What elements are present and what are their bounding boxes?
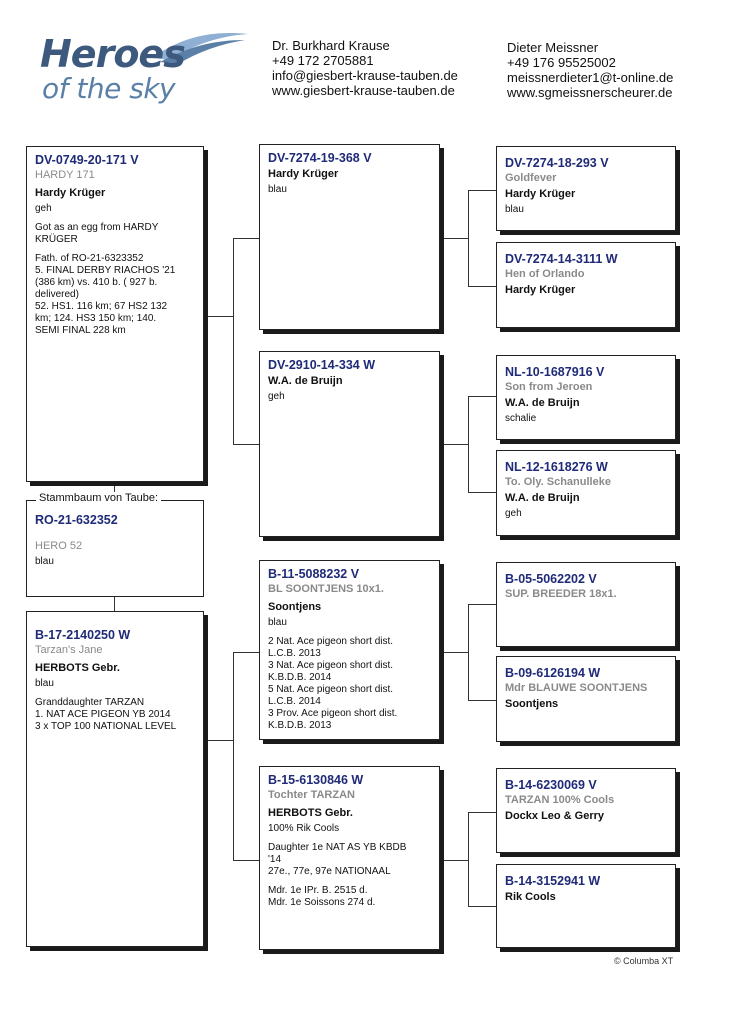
pigeon-name: Son from Jeroen — [505, 381, 593, 393]
ring-number: B-14-6230069 V — [505, 778, 597, 792]
pedigree-card-mmf[interactable] — [496, 768, 676, 853]
connector — [233, 652, 259, 653]
pigeon-color: schalie — [505, 413, 537, 424]
pigeon-name: BL SOONTJENS 10x1. — [268, 583, 384, 595]
pigeon-notes: Granddaughter TARZAN 1. NAT ACE PIGEON YB 2014 3 x TOP 100 NATIONAL LEVEL — [35, 697, 177, 732]
logo-text-of-the-sky: of the sky — [42, 72, 176, 105]
pigeon-results: Mdr. 1e IPr. B. 2515 d. Mdr. 1e Soissons 274 d. — [268, 885, 376, 908]
pigeon-name: HERO 52 — [35, 540, 83, 552]
pedigree-card-mff[interactable] — [496, 562, 676, 647]
breeder-name: Rik Cools — [505, 891, 556, 903]
pedigree-card-paternal-grandfather[interactable] — [259, 144, 440, 330]
connector — [468, 906, 496, 907]
contact-email[interactable]: info@giesbert-krause-tauben.de — [272, 68, 458, 83]
contact-website[interactable]: www.sgmeissnerscheurer.de — [507, 85, 673, 100]
connector — [468, 812, 496, 813]
pigeon-color: blau — [35, 678, 54, 689]
connector — [440, 652, 468, 653]
contact-name: Dieter Meissner — [507, 40, 599, 55]
breeder-name: Soontjens — [505, 698, 559, 710]
contact-website[interactable]: www.giesbert-krause-tauben.de — [272, 83, 455, 98]
connector — [233, 860, 259, 861]
connector — [468, 492, 496, 493]
ring-number: B-14-3152941 W — [505, 874, 601, 888]
pigeon-color: geh — [268, 391, 285, 402]
connector — [440, 860, 468, 861]
pigeon-name: Mdr BLAUWE SOONTJENS — [505, 682, 648, 694]
pedigree-title-label: Stammbaum von Taube: — [36, 492, 161, 504]
pigeon-color: 100% Rik Cools — [268, 823, 340, 834]
contact-block-meissner — [507, 40, 673, 100]
pedigree-card-maternal-grandmother[interactable] — [259, 766, 440, 950]
contact-name: Dr. Burkhard Krause — [272, 38, 390, 53]
pedigree-card-ffm[interactable] — [496, 242, 676, 328]
breeder-name: Dockx Leo & Gerry — [505, 810, 605, 822]
connector — [468, 700, 496, 701]
ring-number: B-17-2140250 W — [35, 628, 131, 642]
breeder-name: HERBOTS Gebr. — [35, 662, 120, 674]
pigeon-name: Goldfever — [505, 172, 557, 184]
pedigree-card-fff[interactable] — [496, 146, 676, 231]
pedigree-card-paternal-grandmother[interactable] — [259, 351, 440, 537]
ring-number: DV-0749-20-171 V — [35, 153, 139, 167]
breeder-name: Hardy Krüger — [505, 188, 576, 200]
breeder-name: W.A. de Bruijn — [505, 397, 580, 409]
logo-text-heroes: Heroes — [40, 32, 185, 76]
connector — [440, 238, 468, 239]
ring-number: B-09-6126194 W — [505, 666, 601, 680]
connector — [468, 190, 496, 191]
pedigree-card-mother[interactable] — [26, 611, 204, 947]
connector — [468, 396, 496, 397]
connector — [468, 190, 469, 286]
connector — [233, 238, 259, 239]
connector — [233, 652, 234, 860]
ring-number: NL-12-1618276 W — [505, 460, 608, 474]
pigeon-name: Tarzan's Jane — [35, 644, 103, 656]
breeder-name: Hardy Krüger — [268, 168, 339, 180]
ring-number: RO-21-632352 — [35, 513, 118, 527]
pigeon-name: TARZAN 100% Cools — [505, 794, 615, 806]
connector — [468, 604, 469, 700]
breeder-name: W.A. de Bruijn — [268, 375, 343, 387]
pigeon-name: SUP. BREEDER 18x1. — [505, 588, 617, 600]
logo — [40, 28, 250, 108]
pigeon-name: HARDY 171 — [35, 169, 95, 181]
pigeon-color: blau — [505, 204, 524, 215]
contact-phone: +49 176 95525002 — [507, 55, 616, 70]
breeder-name: Hardy Krüger — [505, 284, 576, 296]
contact-email[interactable]: meissnerdieter1@t-online.de — [507, 70, 674, 85]
connector — [468, 286, 496, 287]
breeder-name: HERBOTS Gebr. — [268, 807, 353, 819]
breeder-name: W.A. de Bruijn — [505, 492, 580, 504]
pedigree-card-mmm[interactable] — [496, 864, 676, 948]
ring-number: DV-2910-14-334 W — [268, 358, 376, 372]
pedigree-card-fmf[interactable] — [496, 355, 676, 440]
connector — [204, 740, 233, 741]
connector — [468, 604, 496, 605]
connector — [440, 444, 468, 445]
pedigree-card-mfm[interactable] — [496, 656, 676, 742]
pedigree-card-father[interactable] — [26, 146, 204, 482]
ring-number: DV-7274-14-3111 W — [505, 252, 618, 266]
connector — [114, 597, 115, 611]
pigeon-results: Fath. of RO-21-6323352 5. FINAL DERBY RIACHOS '21 (386 km) vs. 410 b. ( 927 b. delivered) 52. HS1. 116 km; 67 HS2 132 km; 124. HS3 150 km; 140. SEMI FINAL 228 km — [35, 253, 176, 336]
pigeon-color: blau — [268, 184, 287, 195]
pigeon-name: To. Oly. Schanulleke — [505, 476, 611, 488]
connector — [204, 316, 233, 317]
ring-number: DV-7274-19-368 V — [268, 151, 372, 165]
connector — [468, 396, 469, 492]
connector — [468, 812, 469, 906]
pedigree-card-subject[interactable] — [26, 500, 204, 597]
connector — [233, 238, 234, 444]
ring-number: B-05-5062202 V — [505, 572, 597, 586]
pigeon-name: Hen of Orlando — [505, 268, 585, 280]
breeder-name: Hardy Krüger — [35, 187, 106, 199]
pigeon-name: Tochter TARZAN — [268, 789, 355, 801]
ring-number: DV-7274-18-293 V — [505, 156, 609, 170]
ring-number: B-15-6130846 W — [268, 773, 364, 787]
pigeon-color: geh — [35, 203, 52, 214]
pigeon-color: blau — [35, 556, 54, 567]
pigeon-color: blau — [268, 617, 287, 628]
breeder-name: Soontjens — [268, 601, 322, 613]
contact-block-krause — [272, 38, 458, 98]
contact-phone: +49 172 2705881 — [272, 53, 374, 68]
pedigree-card-maternal-grandfather[interactable] — [259, 560, 440, 740]
pigeon-notes: Daughter 1e NAT AS YB KBDB '14 27e., 77e, 97e NATIONAAL — [268, 842, 407, 877]
ring-number: NL-10-1687916 V — [505, 365, 605, 379]
ring-number: B-11-5088232 V — [268, 567, 360, 581]
copyright-note: © Columba XT — [614, 956, 674, 966]
pigeon-results: 2 Nat. Ace pigeon short dist. L.C.B. 2013 3 Nat. Ace pigeon short dist. K.B.D.B. 2014 5 Nat. Ace pigeon short dist. L.C.B. 2014 3 Prov. Ace pigeon short dist. K.B.D.B. 2013 — [268, 636, 398, 731]
pigeon-color: geh — [505, 508, 522, 519]
connector — [233, 444, 259, 445]
pigeon-notes: Got as an egg from HARDY KRÜGER — [35, 222, 159, 245]
pedigree-card-fmm[interactable] — [496, 450, 676, 536]
